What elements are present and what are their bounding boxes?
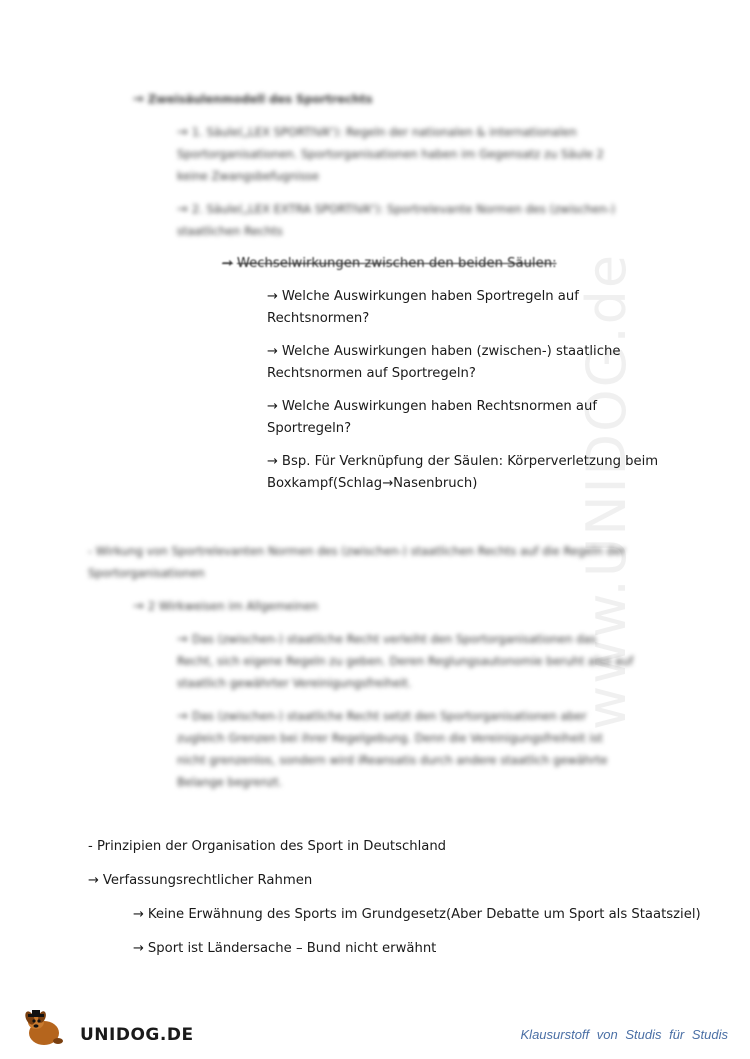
arrow-icon: → (177, 632, 188, 647)
blurred-line: Sportorganisationen. Sportorganisationen haben im Gegensatz zu Säule 2 (177, 147, 604, 161)
example-item: → Bsp. Für Verknüpfung der Säulen: Körperverletzung beim (267, 454, 659, 469)
arrow-icon: → (88, 873, 99, 888)
blurred-line: - Wirkung von Sportrelevanten Normen des (zwischen-) staatlichen Rechts auf die Regeln der (88, 544, 626, 558)
bullet-laendersache: → Sport ist Ländersache – Bund nicht erwähnt (133, 941, 437, 956)
arrow-icon: → (267, 454, 278, 469)
arrow-icon: → (267, 399, 278, 414)
unidog-logo: UNIDOG.DE (22, 1008, 182, 1048)
arrow-icon: → (267, 289, 278, 304)
question-item-cont: Rechtsnormen auf Sportregeln? (267, 366, 476, 381)
question-item-cont: Rechtsnormen? (267, 311, 370, 326)
question-item: → Welche Auswirkungen haben (zwischen-) staatliche (267, 344, 621, 359)
blurred-line: nicht grenzenlos, sondern wird iReansatis durch andere staatlich gewährte (177, 753, 608, 767)
question-item-cont: Sportregeln? (267, 421, 352, 436)
blurred-line: staatlichen Rechts (177, 224, 283, 238)
blurred-line: → Das (zwischen-) staatliche Recht setzt den Sportorganisationen aber (177, 709, 587, 724)
blurred-line: keine Zwangsbefugnisse (177, 169, 320, 183)
arrow-icon: → (222, 256, 233, 271)
arrow-icon: → (133, 907, 144, 922)
arrow-icon: → (177, 125, 188, 140)
blurred-line: → 1. Säule(„LEX SPORTIVA“): Regeln der nationalen & internationalen (177, 125, 577, 140)
subsection-verfassung: → Verfassungsrechtlicher Rahmen (88, 873, 313, 888)
document-page: www.UNIDOG.de → Zweisäulenmodell des Sportrechts → 1. Säule(„LEX SPORTIVA“): Regeln der nationalen & internationalen Sportorganisationen. Sportorganisationen haben im Gegensatz zu Säule 2 keine Zwangsbefugnisse → 2. Säule(„LEX EXTRA SPORTIVA“): Sportrelevante Normen des (zwischen-) staatlichen Rechts → Wechselwirkungen zwischen den beiden Säulen: → Welche Auswirkungen haben Sportregeln auf Rechtsnormen? → Welche Auswirkungen haben (zwischen-) staatliche Rechtsnormen auf Sportregeln? → Welche Auswirkungen haben Rechtsnormen auf Sportregeln? → Bsp. Für Verknüpfung der Säulen: Körperverletzung beim Boxkampf(Schlag→Nasenbruch) - Wirkung von Sportrelevanten Normen des (zwischen-) staatlichen Rechts auf die Regeln der Sportorganisationen → 2 Wirkweisen im Allgemeinen → Das (zwischen-) staatliche Recht verleiht den Sportorganisationen das Recht, sich eigene Regeln zu geben. Deren Reglungsautonomie beruht also auf staatlich gewährter Vereinigungsfreiheit. → Das (zwischen-) staatliche Recht setzt den Sportorganisationen aber zugleich Grenzen bei ihrer Regelgebung. Denn die Vereinigungsfreiheit ist nicht grenzenlos, sondern wird iReansatis durch andere staatlich gewährte Belange begrenzt. - Prinzipien der Organisation des Sport in Deutschland → Verfassungsrechtlicher Rahmen → Keine Erwähnung des Sports im Grundgesetz(Aber Debatte um Sport als Staatsziel) → Sport ist Ländersache – Bund nicht erwähnt UNIDOG.DE Klausurstoff von Studis für Studis (0, 0, 750, 1059)
arrow-icon: → (267, 344, 278, 359)
blurred-line: → Das (zwischen-) staatliche Recht verleiht den Sportorganisationen das (177, 632, 597, 647)
blurred-line: → 2. Säule(„LEX EXTRA SPORTIVA“): Sportrelevante Normen des (zwischen-) (177, 202, 616, 217)
blurred-line: Recht, sich eigene Regeln zu geben. Deren Reglungsautonomie beruht also auf (177, 654, 634, 668)
question-item: → Welche Auswirkungen haben Sportregeln auf (267, 289, 579, 304)
arrow-icon: → (133, 941, 144, 956)
blurred-line: Sportorganisationen (88, 566, 205, 580)
blurred-line: zugleich Grenzen bei ihrer Regelgebung. Denn die Vereinigungsfreiheit ist (177, 731, 603, 745)
blurred-line: staatlich gewährter Vereinigungsfreiheit. (177, 676, 412, 690)
arrow-icon: → (177, 202, 188, 217)
arrow-icon: → (133, 599, 144, 614)
bullet-grundgesetz: → Keine Erwähnung des Sports im Grundgesetz(Aber Debatte um Sport als Staatsziel) (133, 907, 701, 922)
section-heading-prinzipien: - Prinzipien der Organisation des Sport in Deutschland (88, 839, 447, 854)
arrow-icon: → (382, 476, 394, 491)
wechselwirkungen-heading: → Wechselwirkungen zwischen den beiden Säulen: (222, 256, 557, 271)
arrow-icon: → (177, 709, 188, 724)
dog-icon (22, 1008, 82, 1048)
blurred-line: → 2 Wirkweisen im Allgemeinen (133, 599, 319, 614)
blurred-heading: → Zweisäulenmodell des Sportrechts (133, 92, 373, 107)
blurred-line: Belange begrenzt. (177, 775, 283, 789)
footer-tagline: Klausurstoff von Studis für Studis (520, 1027, 728, 1042)
example-item-cont: Boxkampf(Schlag→Nasenbruch) (267, 476, 478, 491)
question-item: → Welche Auswirkungen haben Rechtsnormen auf (267, 399, 597, 414)
arrow-icon: → (133, 92, 144, 107)
